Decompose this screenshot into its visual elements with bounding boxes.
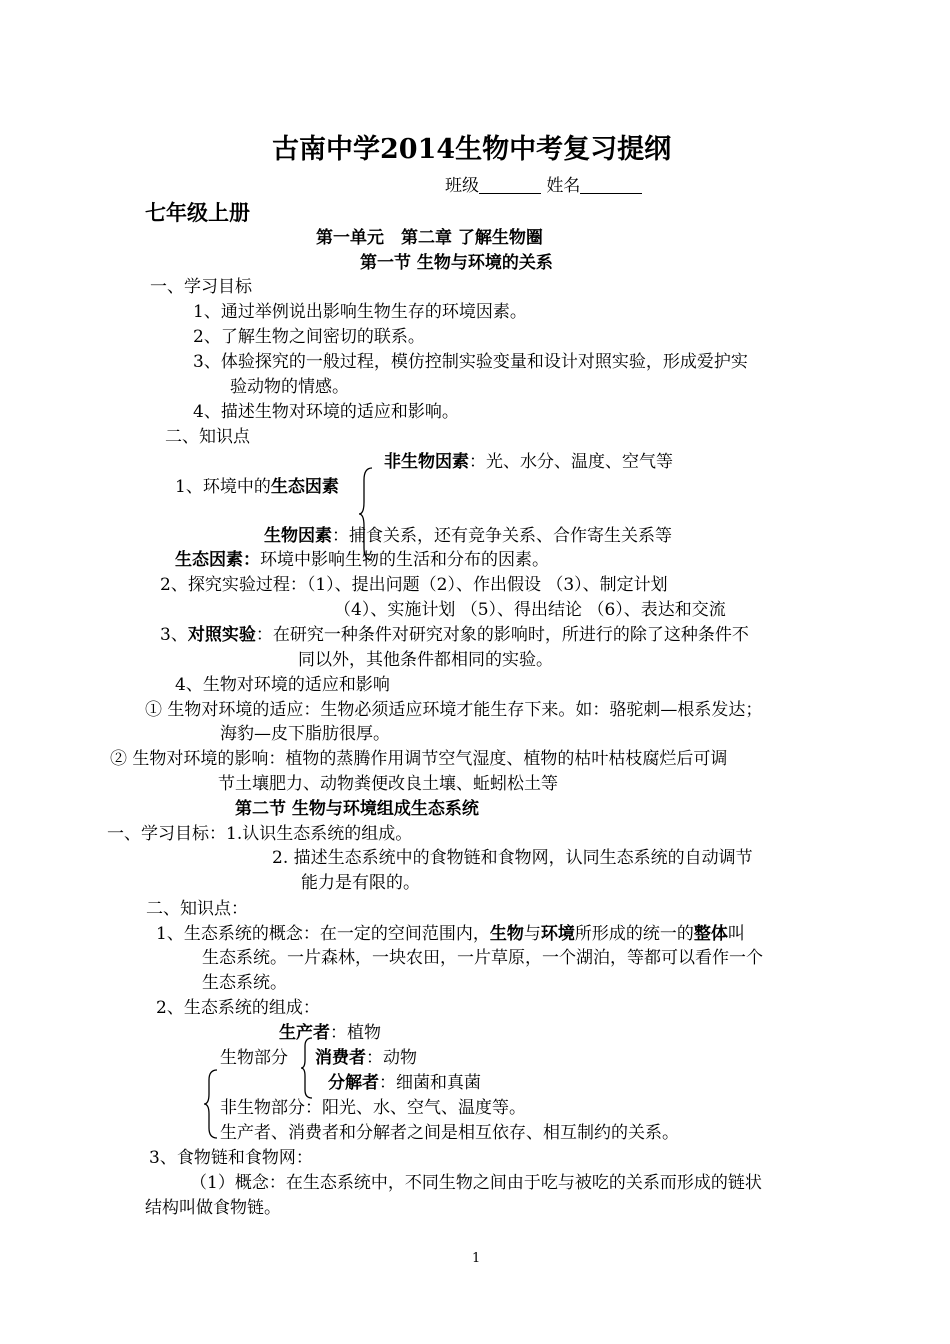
biotic-factors bbox=[264, 525, 672, 547]
class-name-fields bbox=[445, 175, 642, 197]
knowledge-heading: 二、知识点 bbox=[165, 427, 250, 447]
decomposer-label: 分解者 bbox=[328, 1073, 379, 1093]
eco-factor-label: 生态因素： bbox=[175, 550, 260, 570]
abiotic-label: 非生物因素 bbox=[384, 452, 469, 472]
control-prefix: 3、 bbox=[160, 625, 188, 645]
eco-factor-text: 环境中影响生物的生活和分布的因素。 bbox=[260, 550, 549, 570]
eco-factor-definition bbox=[175, 549, 549, 571]
composition-brace bbox=[203, 1068, 219, 1140]
section2-objectives: 一、学习目标：1.认识生态系统的组成。 bbox=[107, 824, 413, 844]
name-label: 姓名 bbox=[546, 176, 581, 196]
objective-item: 3、体验探究的一般过程，模仿控制实验变量和设计对照实验，形成爱护实 bbox=[193, 352, 748, 372]
factors-prefix: 1、环境中的 bbox=[175, 477, 271, 497]
concept-bold-environment: 环境 bbox=[540, 924, 575, 944]
ecosystem-concept-continued: 生态系统。一片森林，一块农田，一片草原，一个湖泊，等都可以看作一个 bbox=[202, 948, 763, 968]
grade-heading: 七年级上册 bbox=[145, 200, 250, 225]
concept-end: 叫 bbox=[727, 924, 745, 944]
document-title: 古南中学2014生物中考复习提纲 bbox=[272, 134, 672, 165]
factors-brace bbox=[358, 466, 376, 562]
concept-prefix: 1、生态系统的概念：在一定的空间范围内， bbox=[156, 924, 490, 944]
bio-part-brace bbox=[300, 1036, 314, 1100]
consumer-text: ：动物 bbox=[366, 1048, 417, 1068]
consumer-line bbox=[315, 1047, 417, 1069]
decomposer-text: ：细菌和真菌 bbox=[379, 1073, 481, 1093]
factors-label bbox=[175, 476, 339, 498]
producer-label: 生产者 bbox=[279, 1023, 330, 1043]
abiotic-text: ：光、水分、温度、空气等 bbox=[469, 452, 673, 472]
section1-heading: 第一节 生物与环境的关系 bbox=[360, 253, 553, 273]
name-blank[interactable] bbox=[580, 177, 642, 194]
producer-text: ：植物 bbox=[330, 1023, 381, 1043]
control-label: 对照实验 bbox=[187, 625, 256, 645]
biotic-text: ：捕食关系，还有竞争关系、合作寄生关系等 bbox=[332, 526, 672, 546]
unit-heading: 第一单元 第二章 了解生物圈 bbox=[316, 228, 543, 248]
section2-objectives-item: 2. 描述生态系统中的食物链和食物网，认同生态系统的自动调节 bbox=[272, 848, 753, 868]
page-number: 1 bbox=[472, 1251, 481, 1266]
section2-heading: 第二节 生物与环境组成生态系统 bbox=[235, 799, 479, 819]
objective-item: 2、了解生物之间密切的联系。 bbox=[193, 327, 425, 347]
objective-item-continued: 验动物的情感。 bbox=[230, 377, 349, 397]
explore-process-continued: （4）、实施计划 （5）、得出结论 （6）、表达和交流 bbox=[334, 600, 726, 620]
control-experiment-continued: 同以外，其他条件都相同的实验。 bbox=[298, 650, 553, 670]
control-experiment bbox=[160, 624, 749, 646]
biotic-label: 生物因素 bbox=[264, 526, 332, 546]
concept-mid2: 所形成的统一的 bbox=[574, 924, 694, 944]
influence-line-continued: 节土壤肥力、动物粪便改良土壤、蚯蚓松土等 bbox=[218, 774, 558, 794]
abiotic-part: 非生物部分：阳光、水、空气、温度等。 bbox=[220, 1098, 526, 1118]
section2-objectives-continued: 能力是有限的。 bbox=[301, 873, 420, 893]
adapt-line: ① 生物对环境的适应：生物必须适应环境才能生存下来。如：骆驼刺—根系发达； bbox=[145, 700, 763, 720]
objectives-heading: 一、学习目标 bbox=[150, 277, 252, 297]
ecosystem-concept-continued: 生态系统。 bbox=[202, 973, 287, 993]
decomposer-line bbox=[328, 1072, 481, 1094]
adapt-heading: 4、生物对环境的适应和影响 bbox=[175, 675, 390, 695]
section2-knowledge-heading: 二、知识点： bbox=[146, 899, 248, 919]
producer-line bbox=[279, 1022, 381, 1044]
foodchain-heading: 3、食物链和食物网： bbox=[149, 1148, 313, 1168]
foodchain-concept: （1）概念：在生态系统中，不同生物之间由于吃与被吃的关系而形成的链状 bbox=[190, 1173, 762, 1193]
class-blank[interactable] bbox=[479, 177, 541, 194]
concept-bold-organism: 生物 bbox=[489, 924, 524, 944]
control-text: ：在研究一种条件对研究对象的影响时，所进行的除了这种条件不 bbox=[255, 625, 749, 645]
relation-line: 生产者、消费者和分解者之间是相互依存、相互制约的关系。 bbox=[220, 1123, 679, 1143]
abiotic-factors bbox=[384, 451, 673, 473]
class-label: 班级 bbox=[445, 176, 479, 196]
consumer-label: 消费者 bbox=[315, 1048, 366, 1068]
composition-heading: 2、生态系统的组成： bbox=[156, 998, 320, 1018]
factors-bold: 生态因素 bbox=[270, 477, 339, 497]
concept-mid: 与 bbox=[523, 924, 541, 944]
bio-part-label: 生物部分 bbox=[220, 1048, 288, 1068]
adapt-line-continued: 海豹—皮下脂肪很厚。 bbox=[220, 724, 390, 744]
foodchain-concept-continued: 结构叫做食物链。 bbox=[145, 1198, 281, 1218]
influence-line: ② 生物对环境的影响：植物的蒸腾作用调节空气湿度、植物的枯叶枯枝腐烂后可调 bbox=[110, 749, 728, 769]
objective-item: 4、描述生物对环境的适应和影响。 bbox=[193, 402, 459, 422]
objective-item: 1、通过举例说出影响生物生存的环境因素。 bbox=[193, 302, 527, 322]
explore-process: 2、探究实验过程：（1）、提出问题（2）、作出假设 （3）、制定计划 bbox=[160, 575, 668, 595]
concept-bold-whole: 整体 bbox=[693, 924, 728, 944]
ecosystem-concept bbox=[156, 923, 745, 945]
